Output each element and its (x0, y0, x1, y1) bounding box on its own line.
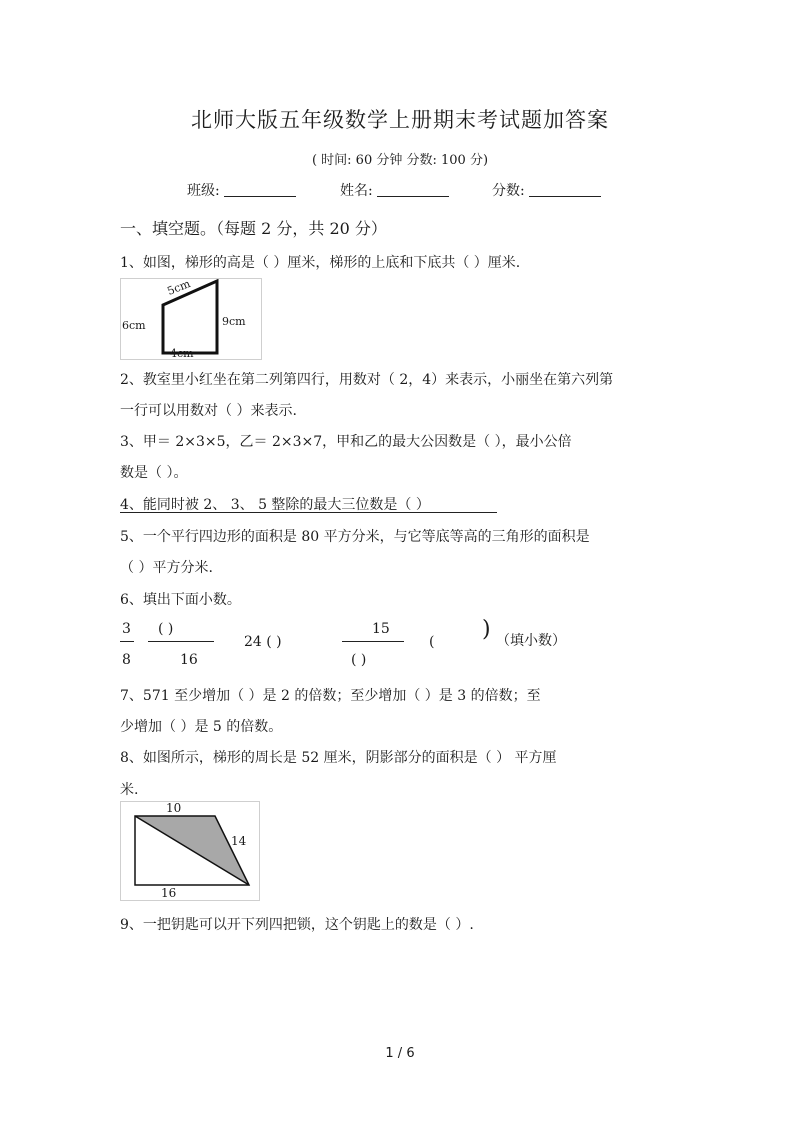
page-number: 1 / 6 (385, 1046, 415, 1061)
bottom-base-label: 16 (161, 886, 177, 900)
name-blank[interactable] (377, 182, 449, 197)
question-8-line-1: 8、如图所示，梯形的周长是 52 厘米，阴影部分的面积是（ ） 平方厘 (120, 750, 557, 766)
fraction-4-numerator: 15 (372, 621, 390, 637)
top-side-label: 5cm (165, 277, 193, 298)
question-6: 6、填出下面小数。 (120, 592, 241, 608)
exam-subtitle: ( 时间: 60 分钟 分数: 100 分) (311, 153, 489, 168)
question-9: 9、一把钥匙可以开下列四把锁，这个钥匙上的数是（ ）. (120, 917, 474, 933)
question-3-line-1: 3、甲＝ 2×3×5，乙＝ 2×3×7，甲和乙的最大公因数是（ ），最小公倍 (120, 434, 572, 450)
fraction-2-numerator[interactable]: ( ) (158, 621, 174, 637)
fraction-4-denominator[interactable]: ( ) (351, 652, 367, 668)
fraction-1-denominator: 8 (122, 652, 131, 668)
score-label: 分数: (492, 183, 525, 199)
page-title: 北师大版五年级数学上册期末考试题加答案 (191, 108, 609, 132)
class-label: 班级: (187, 183, 220, 199)
underline-rule (120, 512, 497, 513)
right-side-label: 9cm (222, 315, 246, 328)
fill-decimal-hint: （填小数） (496, 633, 566, 649)
question-5-line-2: （ ）平方分米. (120, 560, 213, 576)
score-field (492, 180, 601, 200)
question-5-line-1: 5、一个平行四边形的面积是 80 平方分米，与它等底等高的三角形的面积是 (120, 529, 590, 545)
question-1: 1、如图，梯形的高是（ ）厘米，梯形的上底和下底共（ ）厘米. (120, 255, 521, 271)
height-label: 6cm (122, 319, 146, 332)
question-3-line-2: 数是（ ）。 (120, 465, 188, 481)
slant-side-label: 14 (231, 834, 247, 848)
question-8-line-2: 米. (120, 782, 139, 798)
fraction-2-denominator: 16 (180, 652, 198, 668)
name-field (340, 180, 449, 200)
fraction-3-expression[interactable]: 24 ( ) (244, 634, 282, 650)
fraction-5-close: ) (482, 617, 491, 642)
question-7-line-2: 少增加（ ）是 5 的倍数。 (120, 719, 283, 735)
class-field (187, 180, 296, 200)
question-2-line-1: 2、教室里小红坐在第二列第四行，用数对（ 2，4）来表示，小丽坐在第六列第 (120, 372, 614, 388)
bottom-side-label: 4cm (170, 347, 194, 360)
fraction-5-open[interactable]: ( (429, 634, 435, 650)
name-label: 姓名: (340, 183, 373, 199)
question-2-line-2: 一行可以用数对（ ）来表示. (120, 403, 297, 419)
top-base-label: 10 (166, 801, 182, 815)
trapezoid-figure-1 (120, 278, 262, 360)
fraction-1-bar (120, 641, 134, 642)
score-blank[interactable] (529, 182, 601, 197)
fraction-4-bar (342, 641, 404, 642)
trapezoid-figure-2 (120, 801, 260, 901)
question-7-line-1: 7、571 至少增加（ ）是 2 的倍数；至少增加（ ）是 3 的倍数；至 (120, 688, 541, 704)
section-heading: 一、填空题。（每题 2 分，共 20 分） (120, 219, 387, 238)
fraction-1-numerator: 3 (122, 621, 131, 637)
class-blank[interactable] (224, 182, 296, 197)
question-4: 4、能同时被 2、 3、 5 整除的最大三位数是（ ） (120, 497, 430, 513)
fraction-2-bar (148, 641, 214, 642)
shaded-trapezoid-drawing (121, 802, 259, 900)
